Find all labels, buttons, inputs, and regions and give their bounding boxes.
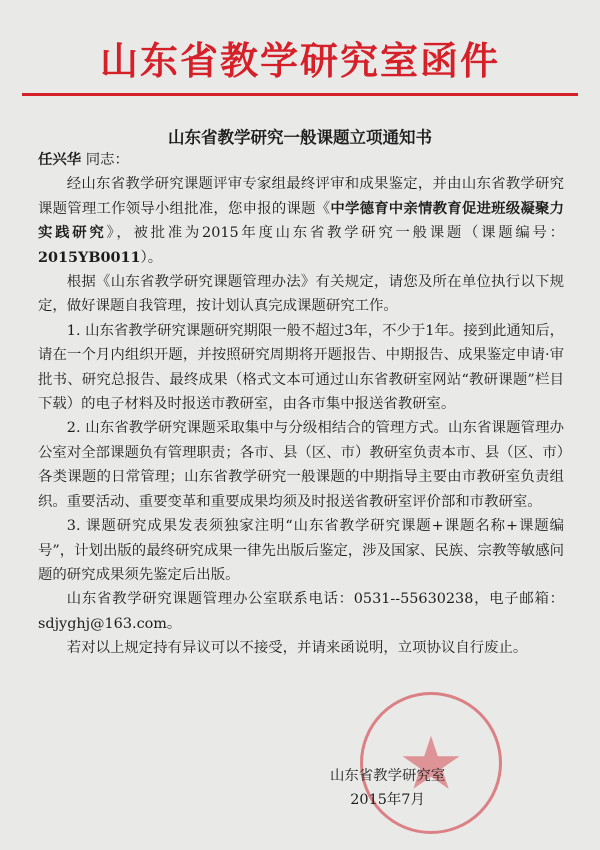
letterhead-rule <box>22 93 578 96</box>
salutation-suffix: 同志： <box>81 152 129 168</box>
letterhead: 山东省教学研究室函件 <box>99 39 500 83</box>
objection-note: 若对以上规定持有异议可以不接受，并请来函说明，立项协议自行废止。 <box>66 640 528 657</box>
approval-text-c: ）。 <box>140 249 163 266</box>
rule-item-2: 2. 山东省教学研究课题采取集中与分级相结合的管理方式。山东省课题管理办公室对全部课题负有管理职责；各市、县（区、市）教研室负责本市、县（区、市）各类课题的日常管理；山东省教学研究一般课题的中期指导主要由市教研室负责组织。重要活动、重要变革和重要成果均须及时报送省教研室评价部和市教研室。 <box>38 420 564 510</box>
signature-block <box>330 764 445 812</box>
official-seal <box>360 692 502 834</box>
signature-org: 山东省教学研究室 <box>330 768 446 784</box>
approval-text-a: 经山东省教学研究课题评审专家组最终评审和成果鉴定，并由山东省教学研究课题管理工作领导小组批准，您申报的课题《 <box>38 176 564 217</box>
rule-item-1: 1. 山东省教学研究课题研究期限一般不超过3年，不少于1年。接到此通知后，请在一个月内组织开题，并按照研究周期将开题报告、中期报告、成果鉴定申请·审批书、研究总报告、最终成果（格式文本可通过山东省教研室网站“教研课题”栏目下载）的电子材料及时报送市教研室，由各市集中报送省教研室。 <box>38 322 564 413</box>
rule-item-3: 3. 课题研究成果发表须独家注明“山东省教学研究课题+课题名称+课题编号”，计划出版的最终研究成果一律先出版后鉴定，涉及国家、民族、宗教等敏感问题的研究成果须先鉴定后出版。 <box>38 518 564 583</box>
salutation <box>38 148 564 172</box>
recipient-name: 任兴华 <box>38 151 82 168</box>
notice-title: 山东省教学研究一般课题立项通知书 <box>168 128 432 147</box>
paragraph-regulation: 根据《山东省教学研究课题管理办法》有关规定，请您及所在单位执行以下规定，做好课题自我管理，按计划认真完成课题研究工作。 <box>38 274 564 315</box>
paragraph-approval <box>38 172 564 270</box>
notice-body <box>38 148 564 661</box>
signature-date: 2015年7月 <box>350 792 425 808</box>
approval-text-b: 》，被批准为2015年度山东省教学研究一般课题（课题编号： <box>106 225 564 242</box>
project-topic: 中学德育中亲情教育促进班级凝聚力实践研究 <box>38 199 564 242</box>
contact-info: 山东省教学研究课题管理办公室联系电话：0531--55630238，电子邮箱：sdjyghj@163.com。 <box>38 591 564 632</box>
project-code: 2015YB0011 <box>38 248 141 266</box>
